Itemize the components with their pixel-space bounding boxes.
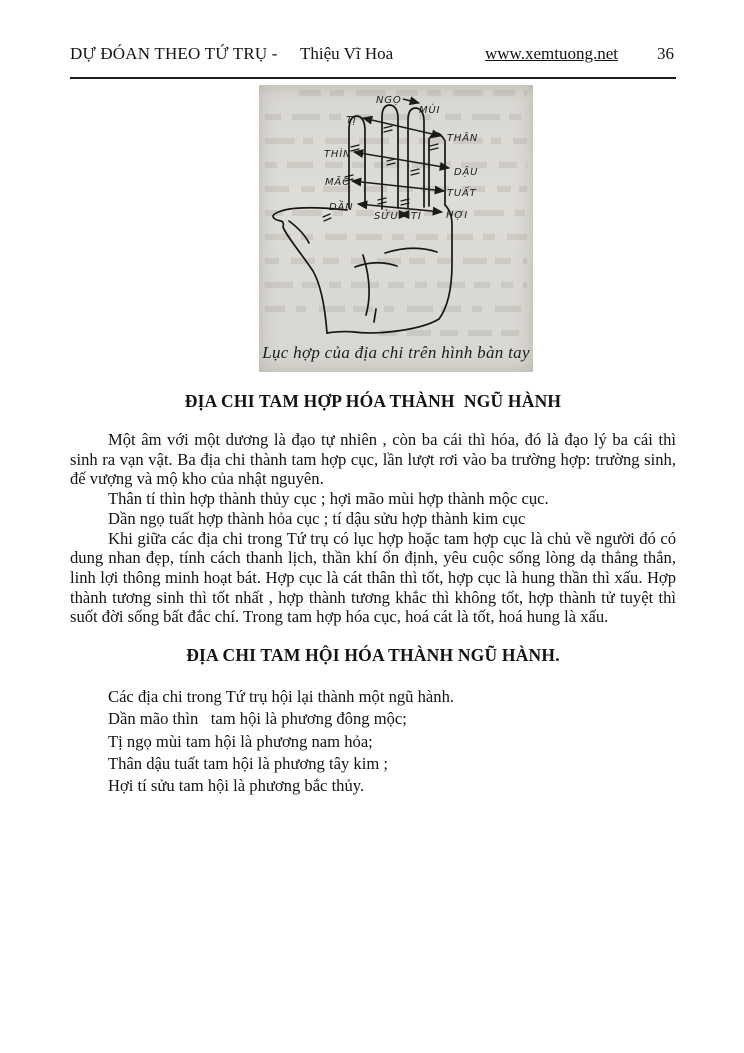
label-hoi: HỢI: [446, 210, 468, 221]
arrow-ngo-mui: [403, 99, 419, 103]
label-mao: MÃO: [325, 177, 351, 188]
label-dan: DẦN: [329, 202, 354, 213]
list-item: Tị ngọ mùi tam hội là phương nam hỏa;: [108, 731, 373, 751]
paragraph-tam-hop-intro: Một âm với một dương là đạo tự nhiên , còn ba cái thì hóa, đó là đạo lý ba cái thì sinh ra vạn vật. Ba địa chi thành tam hợp cục, lần lượt rơi vào ba trường hợp: trường sinh, đế vượng và mộ kho của nhật nguyên.: [70, 430, 676, 489]
label-tuat: TUẤT: [447, 188, 477, 199]
label-mui: MÙI: [419, 105, 441, 116]
list-item: Thân dậu tuất tam hội là phương tây kim ;: [108, 753, 388, 773]
palm-crease-1: [385, 248, 437, 253]
tam-hoi-list: [70, 686, 676, 798]
label-dau: DẬU: [454, 167, 479, 178]
page-header: [70, 44, 676, 66]
label-suu: SỬU: [374, 211, 399, 222]
palm-edge: [327, 205, 452, 333]
arrow-thin-dau: [354, 152, 449, 168]
label-ti: TỊ: [346, 115, 357, 126]
line-thuy-moc-cuc: Thân tí thìn hợp thành thủy cục ; hợi mão mùi hợp thành mộc cục.: [108, 489, 549, 509]
website-link[interactable]: www.xemtuong.net: [485, 44, 618, 63]
book-title: DỰ ĐÓAN THEO TỨ TRỤ -: [70, 44, 278, 63]
header-divider: [70, 77, 676, 79]
wrist-tick: [374, 309, 376, 322]
page-number: 36: [657, 44, 674, 63]
ring-finger: [408, 108, 424, 208]
label-thin: THÌN: [324, 149, 352, 160]
line-hoa-kim-cuc: Dần ngọ tuất hợp thành hỏa cục ; tí dậu sửu hợp thành kim cục: [108, 508, 526, 528]
palm-figure: [259, 85, 533, 372]
label-ngo: NGỌ: [376, 95, 402, 106]
author-name: Thiệu Vĩ Hoa: [300, 44, 394, 63]
list-item: Dần mão thìn tam hội là phương đông mộc;: [108, 709, 407, 729]
list-item: Các địa chi trong Tứ trụ hội lại thành một ngũ hành.: [108, 686, 455, 706]
list-item: Hợi tí sửu tam hội là phương bắc thủy.: [108, 776, 365, 796]
body-text: [70, 430, 676, 798]
paragraph-luc-hop-effects: Khi giữa các địa chi trong Tứ trụ có lục hợp hoặc tam hợp cục là chủ về người đó có dung nhan đẹp, tính cách thanh lịch, thần khí ổn định, yêu cuộc sống lòng dạ thẳng thắn, linh lợi thông minh hoạt bát. Hợp cục là cát thân thì tốt, hợp cục là hung thần thì xấu. Hợp thành tương sinh thì tốt nhất , hợp thành tương khắc thì không tốt, hợp thành tử tuyệt thì suốt đời sống bất đắc chí. Trong tam hợp hóa cục, hoá cát là tốt, hoá hung là xấu.: [70, 528, 676, 627]
section1-heading: ĐỊA CHI TAM HỢP HÓA THÀNH NGŨ HÀNH: [184, 391, 562, 411]
arrow-ti-than: [363, 118, 441, 136]
figure-caption: Lục hợp của địa chi trên hình bàn tay: [262, 343, 530, 362]
label-than: THÂN: [447, 133, 479, 144]
palm-diagram: [259, 85, 533, 372]
section2-heading: ĐỊA CHI TAM HỘI HÓA THÀNH NGŨ HÀNH.: [186, 645, 560, 666]
thumb: [273, 208, 347, 333]
label-ty: TÍ: [411, 211, 422, 222]
